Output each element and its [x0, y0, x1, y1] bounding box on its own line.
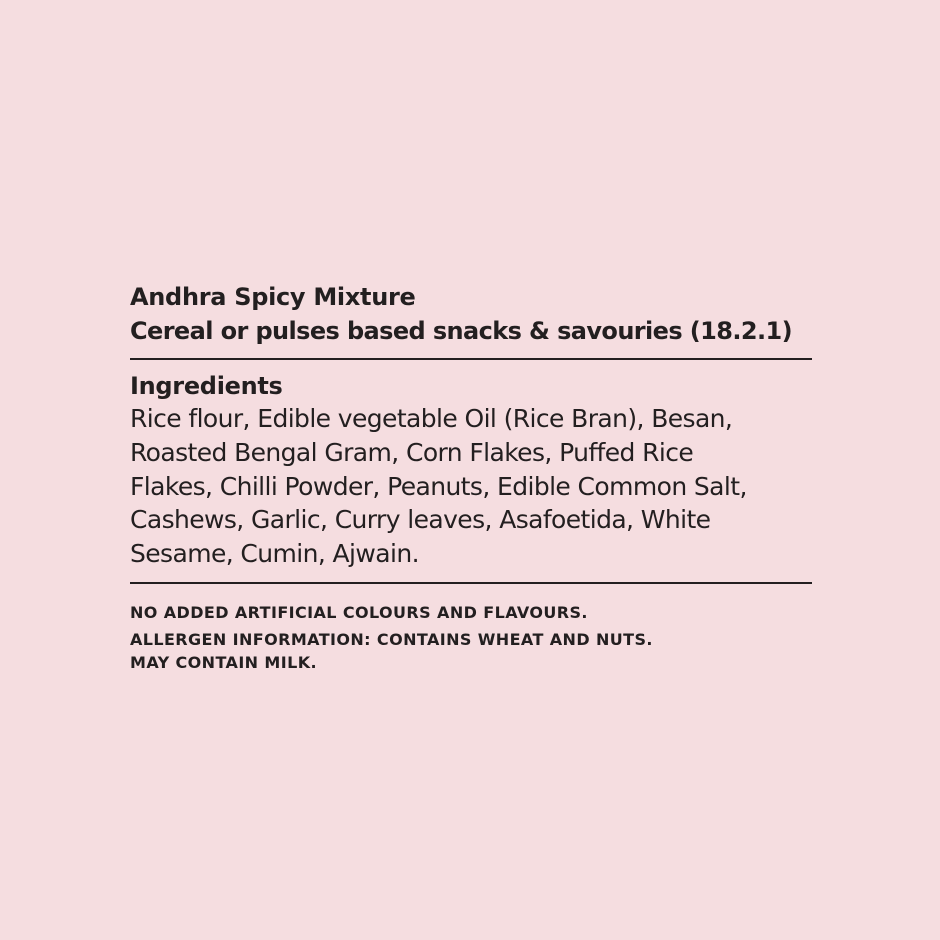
ingredients-line: Roasted Bengal Gram, Corn Flakes, Puffed Rice: [130, 437, 694, 467]
ingredients-line: Cashews, Garlic, Curry leaves, Asafoetida, White: [130, 505, 711, 535]
food-label: [130, 280, 812, 674]
allergen-line: ALLERGEN INFORMATION: CONTAINS WHEAT AND NUTS.: [130, 629, 653, 649]
ingredients-line: Flakes, Chilli Powder, Peanuts, Edible Common Salt,: [130, 471, 747, 501]
no-additives-notice: NO ADDED ARTIFICIAL COLOURS AND FLAVOURS.: [130, 602, 588, 622]
product-name: Andhra Spicy Mixture: [130, 283, 416, 311]
divider-top: [130, 358, 812, 360]
ingredients-line: Rice flour, Edible vegetable Oil (Rice Bran), Besan,: [130, 404, 733, 433]
product-category: Cereal or pulses based snacks & savouries (18.2.1): [130, 317, 792, 345]
allergen-information: [130, 628, 812, 674]
ingredients-list: [130, 402, 812, 571]
ingredients-heading: Ingredients: [130, 372, 283, 400]
divider-bottom: [130, 582, 812, 584]
ingredients-line: Sesame, Cumin, Ajwain.: [130, 539, 419, 569]
allergen-line: MAY CONTAIN MILK.: [130, 652, 317, 672]
